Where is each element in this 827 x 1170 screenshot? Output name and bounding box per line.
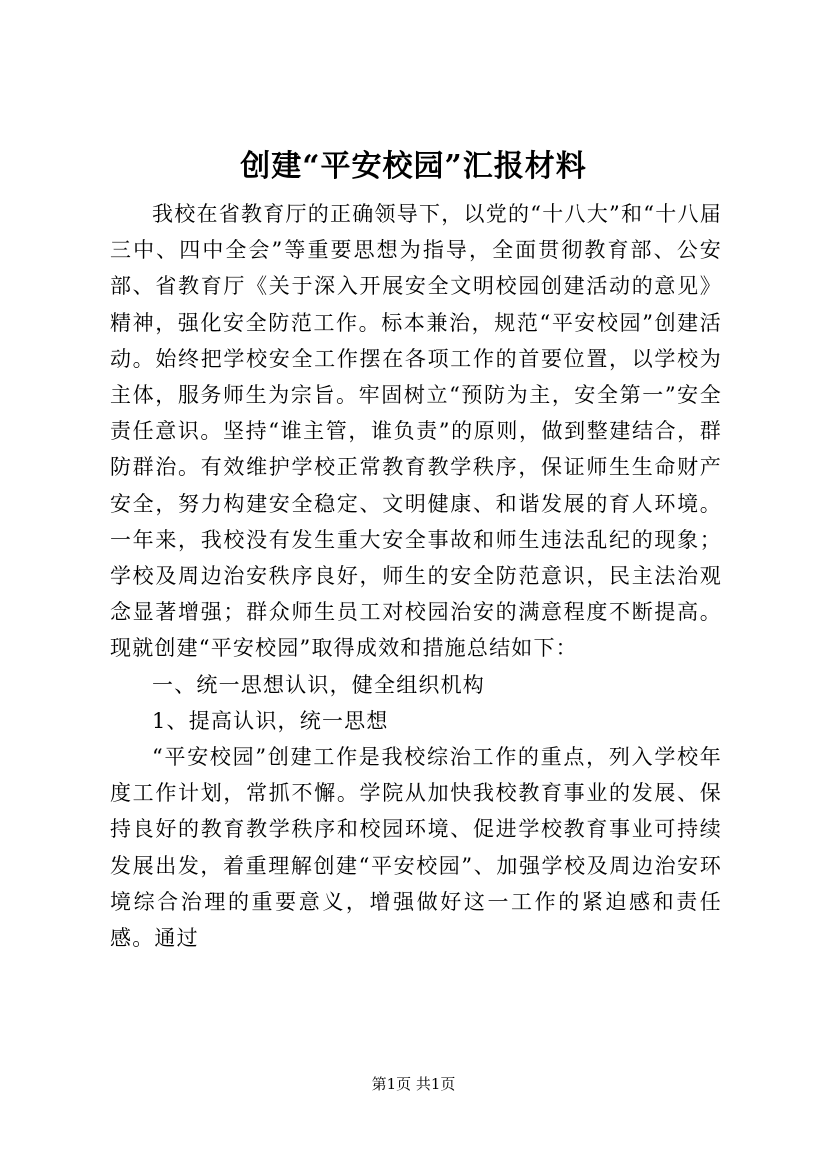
paragraph-1-1: “平安校园”创建工作是我校综治工作的重点，列入学校年度工作计划，常抓不懈。学院从加快我校教育事业的发展、保持良好的教育教学秩序和校园环境、促进学校教育事业可持续发展出发，着重理解创建“平安校园”、加强学校及周边治安环境综合治理的重要意义，增强做好这一工作的紧迫感和责任感。通过 (110, 745, 722, 951)
subsection-heading-1-1: 1、提高认识，统一思想 (152, 708, 389, 733)
section-heading-1: 一、统一思想认识，健全组织机构 (152, 672, 485, 697)
document-title: 创建“平安校园”汇报材料 (240, 149, 587, 184)
document-body (110, 196, 722, 956)
page-number-footer: 第1页 共1页 (371, 1075, 456, 1093)
paragraph-intro: 我校在省教育厅的正确领导下，以党的“十八大”和“十八届三中、四中全会”等重要思想为指导，全面贯彻教育部、公安部、省教育厅《关于深入开展安全文明校园创建活动的意见》精神，强化安全防范工作。标本兼治，规范“平安校园”创建活动。始终把学校安全工作摆在各项工作的首要位置，以学校为主体，服务师生为宗旨。牢固树立“预防为主，安全第一”安全责任意识。坚持“谁主管，谁负责”的原则，做到整建结合，群防群治。有效维护学校正常教育教学秩序，保证师生生命财产安全，努力构建安全稳定、文明健康、和谐发展的育人环境。一年来，我校没有发生重大安全事故和师生违法乱纪的现象；学校及周边治安秩序良好，师生的安全防范意识，民主法治观念显著增强；群众师生员工对校园治安的满意程度不断提高。现就创建“平安校园”取得成效和措施总结如下： (110, 202, 722, 661)
